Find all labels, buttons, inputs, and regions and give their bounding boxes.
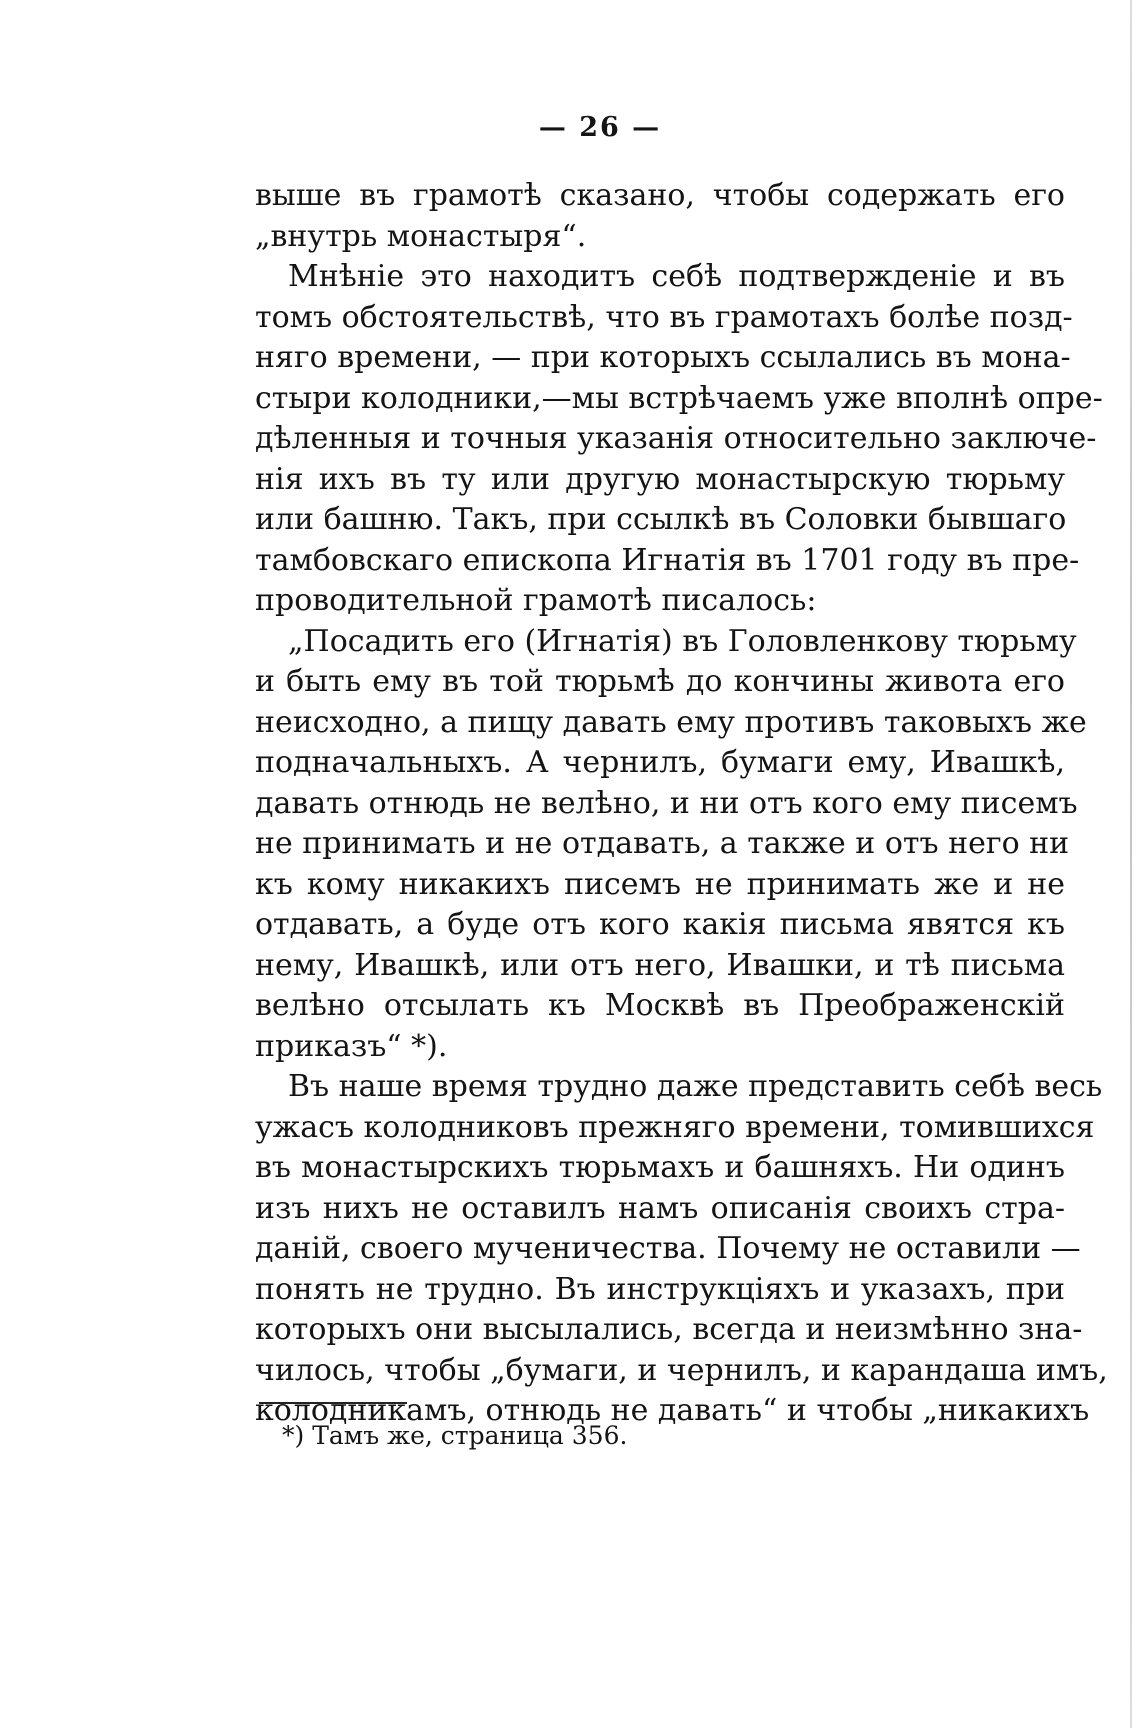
text-line: даній, своего мученичества. Почему не оставили — xyxy=(255,1231,1081,1266)
text-line: неисходно, а пищу давать ему противъ таковыхъ же xyxy=(255,704,1087,740)
text-line: дѣленныя и точныя указанія относительно заключе- xyxy=(255,421,1097,456)
text-line: чилось, чтобы „бумаги, и чернилъ, и карандаша имъ, xyxy=(255,1352,1108,1388)
text-line: Въ наше время трудно даже представить себѣ весь xyxy=(288,1069,1103,1104)
text-line: проводительной грамотѣ писалось: xyxy=(255,583,817,618)
text-line: стыри колодники,—мы встрѣчаемъ уже вполнѣ опре- xyxy=(255,380,1103,416)
text-line: подначальныхъ. А чернилъ, бумаги ему, Ивашкѣ, xyxy=(255,745,1065,780)
text-line: ужасъ колодниковъ прежняго времени, томившихся xyxy=(255,1109,1095,1145)
text-line: не принимать и не отдавать, а также и отъ него ни xyxy=(255,826,1070,861)
text-line: тамбовскаго епископа Игнатія въ 1701 году въ пре- xyxy=(255,542,1080,578)
text-line: няго времени, — при которыхъ ссылались въ мона- xyxy=(255,340,1071,375)
page-number: — 26 — xyxy=(538,112,662,143)
text-line: давать отнюдь не велѣно, и ни отъ кого ему писемъ xyxy=(255,785,1078,821)
text-line: къ кому никакихъ писемъ не принимать же и не xyxy=(255,866,1065,902)
text-line: „Посадить его (Игнатія) въ Головленкову тюрьму xyxy=(288,623,1077,659)
text-line: томъ обстоятельствѣ, что въ грамотахъ болѣе позд- xyxy=(255,299,1073,335)
footnote: *) Тамъ же, страница 356. xyxy=(282,1421,628,1450)
text-line: „внутрь монастыря“. xyxy=(255,218,587,254)
text-line: въ монастырскихъ тюрьмахъ и башняхъ. Ни одинъ xyxy=(255,1150,1065,1185)
text-line: и быть ему въ той тюрьмѣ до кончины живота его xyxy=(255,664,1065,699)
text-line: нія ихъ въ ту или другую монастырскую тюрьму xyxy=(255,461,1065,497)
text-line: или башню. Такъ, при ссылкѣ въ Соловки бывшаго xyxy=(255,502,1067,537)
footnote-divider xyxy=(259,1402,407,1404)
body-text xyxy=(255,176,1108,1432)
text-line: колодникамъ, отнюдь не давать“ и чтобы „никакихъ xyxy=(255,1393,1090,1428)
text-line: велѣно отсылать къ Москвѣ въ Преображенскій xyxy=(255,988,1065,1023)
text-line: понять не трудно. Въ инструкціяхъ и указахъ, при xyxy=(255,1271,1065,1307)
text-line: изъ нихъ не оставилъ намъ описанія своихъ стра- xyxy=(255,1190,1065,1226)
page-edge-shadow xyxy=(1130,0,1132,1728)
text-line: нему, Ивашкѣ, или отъ него, Ивашки, и тѣ письма xyxy=(255,947,1065,983)
text-line: Мнѣніе это находитъ себѣ подтвержденіе и въ xyxy=(288,259,1065,294)
text-line: которыхъ они высылались, всегда и неизмѣнно зна- xyxy=(255,1312,1083,1347)
text-line: выше въ грамотѣ сказано, чтобы содержать его xyxy=(255,178,1065,213)
text-line: отдавать, а буде отъ кого какія письма явятся къ xyxy=(255,907,1065,942)
text-line: приказъ“ *). xyxy=(255,1028,448,1064)
